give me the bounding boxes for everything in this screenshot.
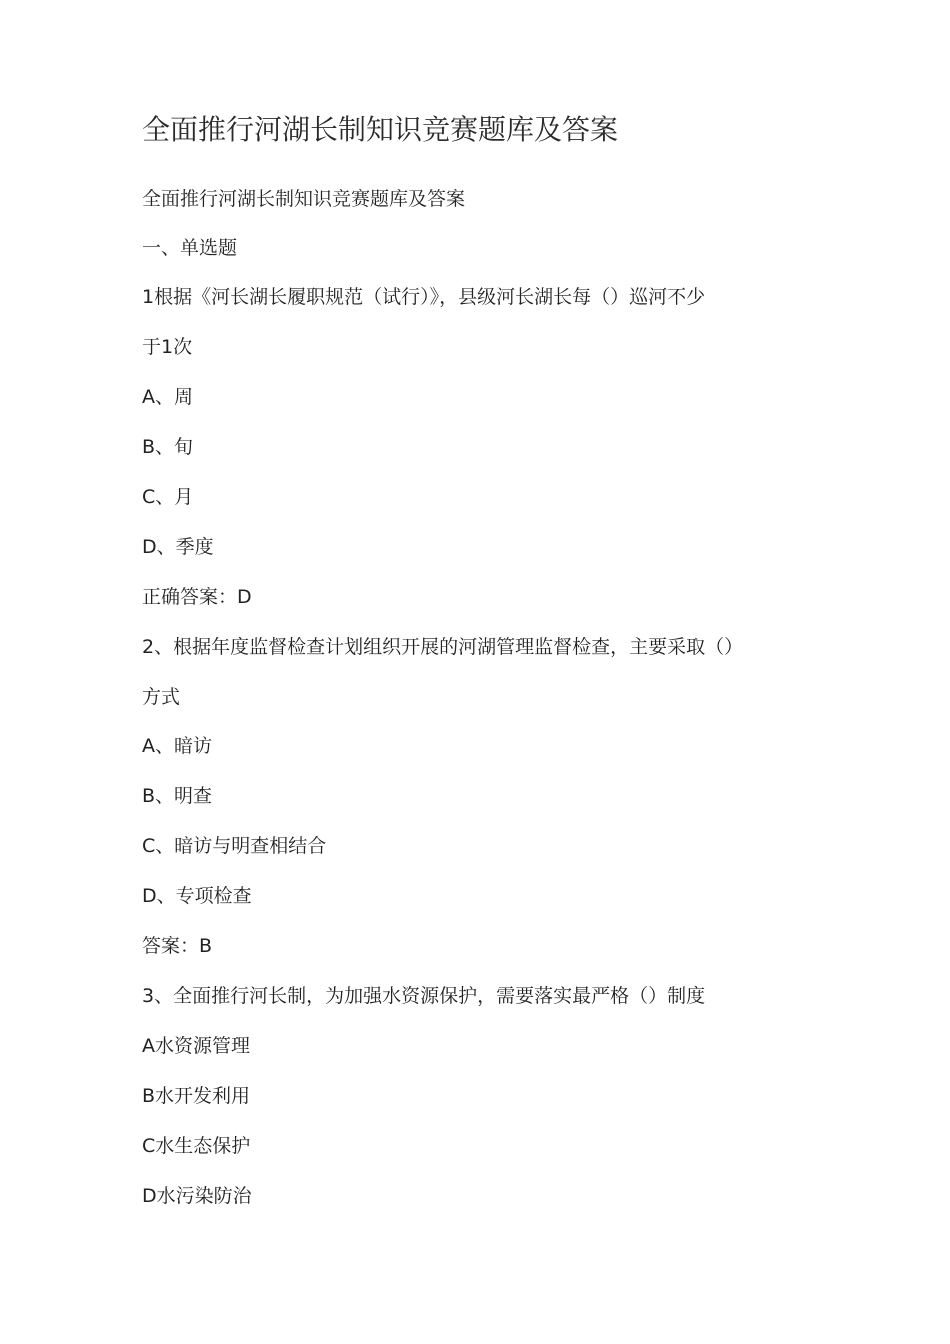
question-2-option-b: B、明查 xyxy=(142,785,213,807)
question-3-option-d: D水污染防治 xyxy=(142,1185,252,1207)
section-heading: 一、单选题 xyxy=(142,237,238,259)
subtitle-line: 全面推行河湖长制知识竞赛题库及答案 xyxy=(142,188,466,210)
question-1-option-a: A、周 xyxy=(142,386,193,408)
question-3-option-c: C水生态保护 xyxy=(142,1135,251,1157)
document-title: 全面推行河湖长制知识竞赛题库及答案 xyxy=(142,113,619,146)
question-2-option-d: D、专项检查 xyxy=(142,885,252,907)
question-1-answer: 正确答案：D xyxy=(142,586,252,608)
question-1-option-b: B、旬 xyxy=(142,436,194,458)
question-3-option-b: B水开发利用 xyxy=(142,1085,251,1107)
question-2-answer: 答案：B xyxy=(142,935,213,957)
question-1-option-d: D、季度 xyxy=(142,536,214,558)
question-3-option-a: A水资源管理 xyxy=(142,1035,250,1057)
question-2-text-cont: 方式 xyxy=(142,686,181,708)
question-2-option-c: C、暗访与明查相结合 xyxy=(142,835,327,857)
question-1-option-c: C、月 xyxy=(142,486,194,508)
question-1-text-cont: 于1次 xyxy=(142,336,193,358)
question-2-option-a: A、暗访 xyxy=(142,735,212,757)
question-2-text: 2、根据年度监督检查计划组织开展的河湖管理监督检查，主要采取（） xyxy=(142,636,744,658)
question-3-text: 3、全面推行河长制，为加强水资源保护，需要落实最严格（）制度 xyxy=(142,985,706,1007)
question-1-text: 1根据《河长湖长履职规范（试行）》，县级河长湖长每（）巡河不少 xyxy=(142,286,706,308)
